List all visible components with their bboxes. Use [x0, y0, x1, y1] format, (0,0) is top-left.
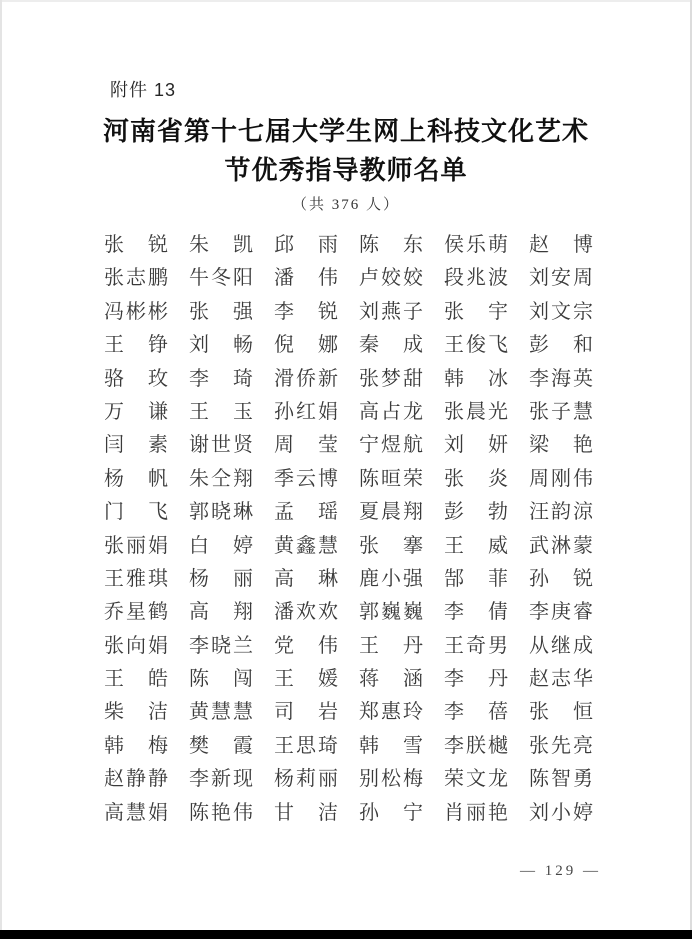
- teacher-name: 张 强: [189, 300, 253, 323]
- document-title-line2: 节优秀指导教师名单: [224, 155, 468, 185]
- name-row: [104, 768, 593, 801]
- teacher-name: 高 占 龙: [359, 400, 423, 423]
- teacher-name: 季 云 博: [274, 467, 338, 490]
- teacher-name: 周 刚 伟: [529, 467, 593, 490]
- teacher-name: 司 岩: [274, 701, 338, 724]
- teacher-name: 王 雅 琪: [104, 567, 168, 590]
- teacher-name: 张 晨 光: [444, 400, 508, 423]
- teacher-name: 别 松 梅: [359, 768, 423, 791]
- name-row: [104, 635, 593, 668]
- teacher-name: 王 俊 飞: [444, 334, 508, 357]
- teacher-name: 从 继 成: [529, 634, 593, 657]
- name-row: [104, 468, 593, 501]
- teacher-name: 万 谦: [104, 400, 168, 423]
- name-row: [104, 334, 593, 367]
- teacher-name: 黄 慧 慧: [189, 701, 253, 724]
- teacher-name: 刘 畅: [189, 334, 253, 357]
- name-row: [104, 802, 593, 835]
- teacher-name: 李 琦: [189, 367, 253, 390]
- scan-bottom-bar: [0, 930, 692, 939]
- teacher-name: 朱 凯: [189, 234, 253, 256]
- teacher-name: 李 朕 樾: [444, 734, 508, 757]
- teacher-name: 王 皓: [104, 668, 168, 691]
- teacher-name: 滑 侨 新: [274, 367, 338, 390]
- teacher-name: 韩 冰: [444, 367, 508, 390]
- teacher-name: 李 海 英: [529, 367, 593, 390]
- teacher-name: 高 琳: [274, 567, 338, 590]
- teacher-name: 门 飞: [104, 501, 168, 524]
- teacher-name: 武 淋 蒙: [529, 534, 593, 557]
- teacher-name: 肖 丽 艳: [444, 801, 508, 824]
- name-row: [104, 601, 593, 634]
- teacher-name: 张 丽 娟: [104, 534, 168, 557]
- name-row: [104, 668, 593, 701]
- teacher-name: 李 新 现: [189, 768, 253, 791]
- teacher-name: 张 恒: [529, 701, 593, 724]
- name-row: [104, 535, 593, 568]
- teacher-name: 段 兆 波: [444, 267, 508, 290]
- teacher-name: 张 梦 甜: [359, 367, 423, 390]
- teacher-name: 李 倩: [444, 601, 508, 624]
- teacher-name: 李 庚 睿: [529, 601, 593, 624]
- teacher-name: 赵 静 静: [104, 768, 168, 791]
- teacher-name: 谢 世 贤: [189, 434, 253, 457]
- name-row: [104, 501, 593, 534]
- page-edge-top: [0, 0, 692, 2]
- teacher-name: 冯 彬 彬: [104, 300, 168, 323]
- teacher-name: 王 丹: [359, 634, 423, 657]
- teacher-name: 李 蓓: [444, 701, 508, 724]
- teacher-name: 樊 霞: [189, 734, 253, 757]
- teacher-name: 闫 素: [104, 434, 168, 457]
- teacher-name: 张 子 慧: [529, 400, 593, 423]
- teacher-name: 刘 文 宗: [529, 300, 593, 323]
- teacher-name: 彭 勃: [444, 501, 508, 524]
- name-row: [104, 735, 593, 768]
- name-row: [104, 267, 593, 300]
- teacher-name: 韩 梅: [104, 734, 168, 757]
- teacher-name: 郭 晓 琳: [189, 501, 253, 524]
- name-row: [104, 234, 593, 267]
- teacher-name: 张 搴: [359, 534, 423, 557]
- teacher-name: 孙 锐: [529, 567, 593, 590]
- teacher-name: 鹿 小 强: [359, 567, 423, 590]
- teacher-name: 白 婷: [189, 534, 253, 557]
- name-row: [104, 568, 593, 601]
- document-title: [0, 112, 692, 190]
- teacher-name: 王 奇 男: [444, 634, 508, 657]
- teacher-name: 彭 和: [529, 334, 593, 357]
- teacher-name: 李 晓 兰: [189, 634, 253, 657]
- teacher-name: 侯 乐 萌: [444, 234, 508, 256]
- teacher-name: 张 宇: [444, 300, 508, 323]
- teacher-name: 王 铮: [104, 334, 168, 357]
- teacher-name: 张 炎: [444, 467, 508, 490]
- teacher-name: 王 思 琦: [274, 734, 338, 757]
- teacher-name: 陈 闯: [189, 668, 253, 691]
- teacher-name: 杨 莉 丽: [274, 768, 338, 791]
- teacher-name: 郜 菲: [444, 567, 508, 590]
- teacher-name-grid: [104, 234, 593, 835]
- teacher-name: 秦 成: [359, 334, 423, 357]
- teacher-name: 张 锐: [104, 234, 168, 256]
- teacher-name: 刘 燕 子: [359, 300, 423, 323]
- teacher-name: 梁 艳: [529, 434, 593, 457]
- teacher-name: 荣 文 龙: [444, 768, 508, 791]
- name-row: [104, 434, 593, 467]
- teacher-name: 张 志 鹏: [104, 267, 168, 290]
- teacher-name: 卢 姣 姣: [359, 267, 423, 290]
- teacher-name: 王 威: [444, 534, 508, 557]
- teacher-name: 王 媛: [274, 668, 338, 691]
- teacher-name: 周 莹: [274, 434, 338, 457]
- teacher-name: 朱 仝 翔: [189, 467, 253, 490]
- teacher-name: 黄 鑫 慧: [274, 534, 338, 557]
- teacher-name: 刘 妍: [444, 434, 508, 457]
- teacher-name: 高 翔: [189, 601, 253, 624]
- teacher-name: 乔 星 鹤: [104, 601, 168, 624]
- teacher-name: 邱 雨: [274, 234, 338, 256]
- teacher-name: 张 先 亮: [529, 734, 593, 757]
- teacher-name: 夏 晨 翔: [359, 501, 423, 524]
- teacher-name: 刘 小 婷: [529, 801, 593, 824]
- teacher-name: 李 锐: [274, 300, 338, 323]
- teacher-name: 陈 艳 伟: [189, 801, 253, 824]
- teacher-name: 张 向 娟: [104, 634, 168, 657]
- teacher-name: 潘 伟: [274, 267, 338, 290]
- teacher-name: 柴 洁: [104, 701, 168, 724]
- teacher-name: 孟 瑶: [274, 501, 338, 524]
- teacher-name: 杨 丽: [189, 567, 253, 590]
- teacher-name: 党 伟: [274, 634, 338, 657]
- teacher-name: 刘 安 周: [529, 267, 593, 290]
- teacher-name: 孙 红 娟: [274, 400, 338, 423]
- teacher-name: 骆 玫: [104, 367, 168, 390]
- page-number: — 129 —: [520, 863, 601, 879]
- teacher-name: 郑 惠 玲: [359, 701, 423, 724]
- teacher-name: 牛 冬 阳: [189, 267, 253, 290]
- attachment-label: 附件 13: [110, 80, 177, 100]
- teacher-name: 蒋 涵: [359, 668, 423, 691]
- name-row: [104, 701, 593, 734]
- teacher-name: 杨 帆: [104, 467, 168, 490]
- teacher-name: 潘 欢 欢: [274, 601, 338, 624]
- teacher-name: 汪 韵 涼: [529, 501, 593, 524]
- teacher-name: 孙 宁: [359, 801, 423, 824]
- teacher-name: 陈 东: [359, 234, 423, 256]
- teacher-name: 郭 巍 巍: [359, 601, 423, 624]
- teacher-name: 陈 智 勇: [529, 768, 593, 791]
- count-note: （共 376 人）: [291, 197, 400, 213]
- teacher-name: 韩 雪: [359, 734, 423, 757]
- teacher-name: 李 丹: [444, 668, 508, 691]
- teacher-name: 高 慧 娟: [104, 801, 168, 824]
- teacher-name: 陈 晅 荣: [359, 467, 423, 490]
- teacher-name: 宁 煜 航: [359, 434, 423, 457]
- name-row: [104, 368, 593, 401]
- teacher-name: 赵 博: [529, 234, 593, 256]
- name-row: [104, 401, 593, 434]
- teacher-name: 王 玉: [189, 400, 253, 423]
- teacher-name: 甘 洁: [274, 801, 338, 824]
- teacher-name: 倪 娜: [274, 334, 338, 357]
- document-title-line1: 河南省第十七届大学生网上科技文化艺术: [102, 116, 589, 146]
- name-row: [104, 301, 593, 334]
- teacher-name: 赵 志 华: [529, 668, 593, 691]
